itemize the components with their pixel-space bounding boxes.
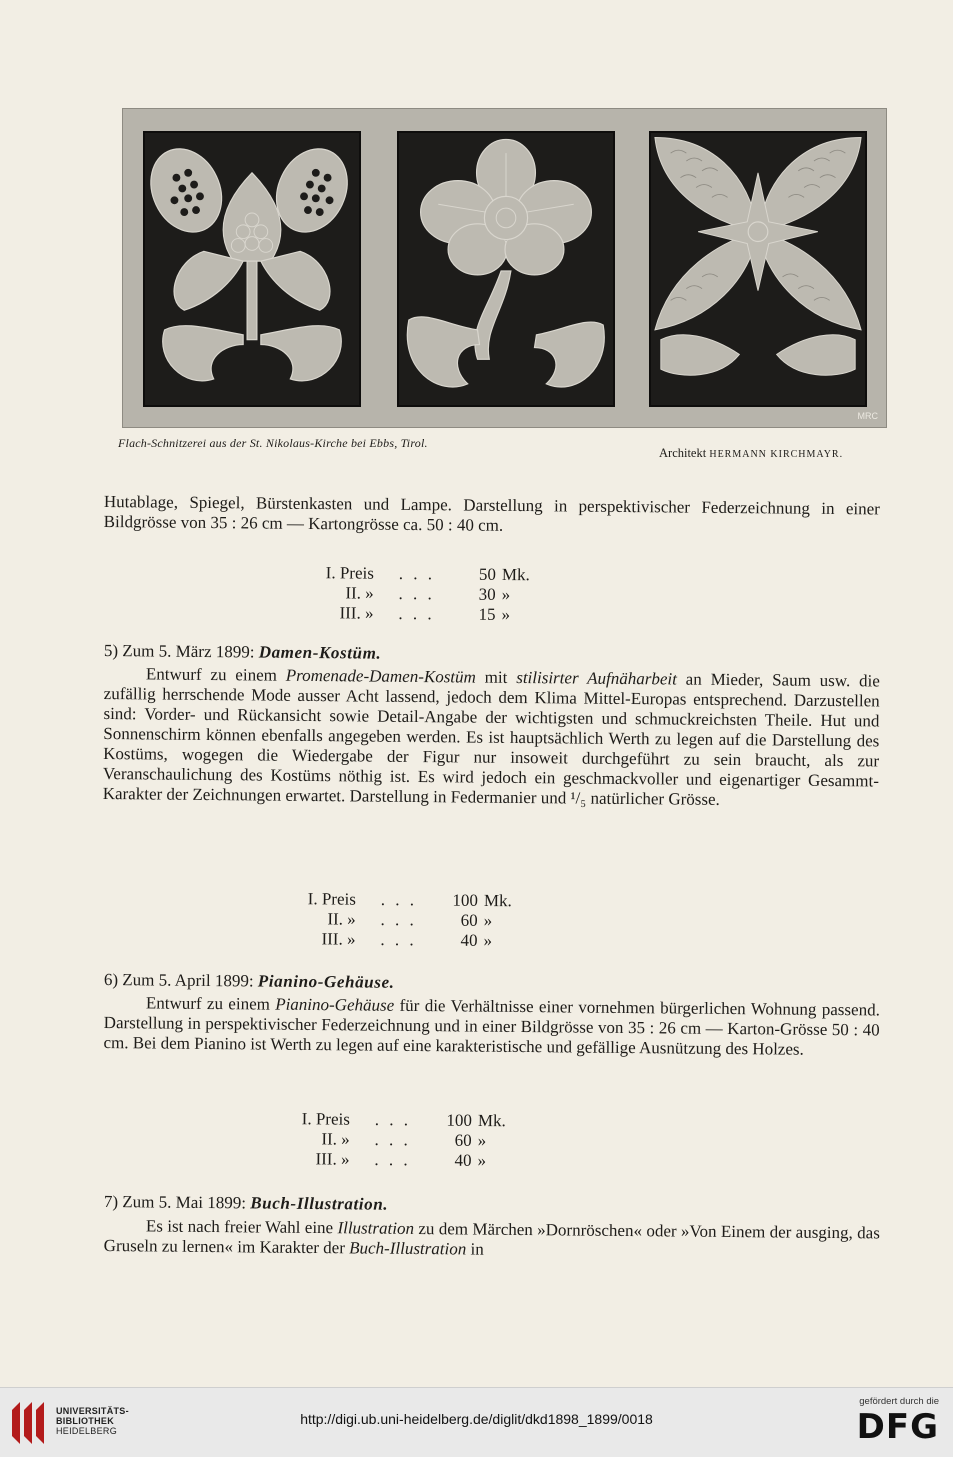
prize-dots: . . .: [398, 583, 435, 604]
prize-row: [276, 1109, 512, 1131]
section7-heading-title: Buch-Illustration.: [250, 1193, 389, 1214]
prize-unit: »: [477, 1150, 487, 1171]
section7-paragraph: [104, 1216, 880, 1263]
footer-bar: [0, 1387, 953, 1457]
prize-row: [299, 603, 535, 625]
prize-amount: 30: [478, 584, 496, 604]
section6-heading: [104, 970, 395, 993]
blossom-carving-illustration: [399, 133, 613, 405]
plate-credit-prefix: Architekt: [659, 446, 707, 460]
prize-amount: 40: [454, 1150, 472, 1170]
text-run: zu dem Märchen »Dornröschen« oder »Von Einem der ausging, das Gruseln zu lernen« im Karakter der: [103, 1218, 880, 1258]
text-run: Es ist nach freier Wahl eine: [145, 1216, 338, 1238]
prize-row: [300, 563, 536, 585]
woodcarving-plate: [122, 108, 887, 428]
prize-row: [282, 889, 518, 911]
prize-amount: 100: [452, 890, 478, 910]
prize-unit: »: [483, 910, 493, 931]
section6-heading-title: Pianino-Gehäuse.: [257, 971, 395, 992]
text-run: an Mieder, Saum usw. die zufällig herrschende Mode ausser Acht lassend, jedoch dem Klima Mittel-Europas entsprechend. Darzustellen sind: Vorder- und Rückansicht sowie Detail-Angabe der wichtigsten und schmuckreichsten Theile. Hut und Sonnenschirm können ebenfalls angegeben werden. Es ist hauptsächlich Werth zu legen auf die Darstellung des Kostüms, wogegen die Wiedergabe der Figur nur insoweit durchgeführt zu sein braucht, als zur Veranschaulichung des Kostüms nöthig ist. Es wird jedoch ein geschmackvoller und eigenartiger Gesammt-Karakter der Zeichnungen erwartet. Darstellung in Federmanier und ¹/₅ natürlicher Grösse.: [102, 669, 880, 809]
section5-heading: [104, 641, 382, 664]
prize-unit: Mk.: [483, 890, 512, 911]
text-run: Entwurf zu einem: [145, 664, 286, 685]
prize-label: III. »: [321, 929, 356, 949]
prize-dots: . . .: [380, 909, 417, 930]
emphasis: Buch-Illustration: [349, 1238, 467, 1259]
plate-caption: Flach-Schnitzerei aus der St. Nikolaus-Kirche bei Ebbs, Tirol.: [118, 436, 428, 450]
prize-dots: . . .: [374, 1149, 411, 1170]
section5-heading-date: 5) Zum 5. März 1899:: [103, 641, 259, 662]
prize-row: [282, 909, 518, 931]
dfg-logo: DFG: [856, 1407, 939, 1447]
prize-amount: 50: [478, 564, 496, 584]
emphasis: Pianino-Gehäuse: [275, 994, 395, 1015]
plate-credit-name: HERMANN KIRCHMAYR.: [709, 449, 844, 460]
emphasis: Promenade-Damen-Kostüm: [285, 665, 476, 687]
prize-dots: . . .: [374, 1129, 411, 1150]
section5-prize-table: [281, 889, 518, 951]
section5-heading-title: Damen-Kostüm.: [258, 642, 382, 663]
section7-heading: [104, 1192, 388, 1215]
section6-paragraph: [103, 993, 880, 1060]
section7-heading-date: 7) Zum 5. Mai 1899:: [103, 1192, 251, 1213]
prize-unit: »: [501, 584, 511, 605]
prize-dots: . . .: [374, 1109, 412, 1130]
prize-label: II. »: [321, 1129, 350, 1149]
star-flower-carving-illustration: [651, 133, 865, 405]
dfg-funding-notice: [847, 1396, 939, 1445]
carving-panel-blossom: [397, 131, 615, 407]
plate-credit: [659, 446, 843, 461]
text-run: Entwurf zu einem: [145, 993, 276, 1014]
carving-panel-flower: [143, 131, 361, 407]
prize-unit: »: [477, 1130, 487, 1151]
prize-dots: . . .: [380, 889, 418, 910]
emphasis: stilisirter Aufnäharbeit: [516, 667, 677, 689]
uni-name-line: HEIDELBERG: [56, 1426, 118, 1436]
permalink-url[interactable]: http://digi.ub.uni-heidelberg.de/diglit/dkd1898_1899/0018: [300, 1411, 653, 1427]
section4-prize-table: [299, 563, 536, 625]
prize-amount: 40: [460, 930, 478, 950]
prize-unit: Mk.: [477, 1110, 506, 1131]
prize-label: III. »: [339, 603, 374, 623]
text-run: für die Verhältnisse einer vornehmen bürgerlichen Wohnung passend. Darstellung in perspektivischer Federzeichnung und in einer Bildgrösse von 35 : 26 cm — Karton-Grösse 50 : 40 cm. Bei dem Pianino ist Werth zu legen auf eine karakteristische und gefällige Ausnützung des Holzes.: [103, 995, 880, 1059]
prize-dots: . . .: [398, 563, 436, 584]
carving-panel-star-flower: [649, 131, 867, 407]
prize-row: [281, 929, 517, 951]
prize-label: I. Preis: [307, 889, 356, 909]
uni-name-line: UNIVERSITÄTS-: [56, 1406, 129, 1416]
prize-label: I. Preis: [301, 1109, 350, 1129]
prize-label: III. »: [315, 1149, 350, 1169]
prize-unit: »: [501, 604, 511, 625]
prize-dots: . . .: [380, 929, 417, 950]
prize-row: [300, 583, 536, 605]
prize-amount: 15: [478, 604, 496, 624]
prize-label: I. Preis: [325, 563, 374, 583]
emphasis: Illustration: [337, 1218, 415, 1238]
text-run: mit: [475, 667, 517, 687]
prize-label: II. »: [327, 909, 356, 929]
prize-amount: 60: [460, 910, 478, 930]
uni-name-line: BIBLIOTHEK: [56, 1416, 114, 1426]
prize-row: [276, 1129, 512, 1151]
prize-dots: . . .: [398, 603, 435, 624]
section4-paragraph: Hutablage, Spiegel, Bürstenkasten und Lampe. Darstellung in perspektivischer Federzeichnung in einer Bildgrösse von 35 : 26 cm — Kartongrösse ca. 50 : 40 cm.: [103, 492, 880, 535]
prize-unit: »: [483, 930, 493, 951]
prize-row: [275, 1149, 511, 1171]
prize-label: II. »: [345, 583, 374, 603]
dfg-subtitle: gefördert durch die: [859, 1396, 939, 1407]
section6-prize-table: [275, 1109, 512, 1171]
section5-paragraph: [103, 664, 880, 811]
flower-carving-illustration: [145, 133, 359, 405]
prize-unit: Mk.: [501, 564, 530, 585]
prize-amount: 60: [454, 1130, 472, 1150]
text-run: in: [466, 1239, 484, 1259]
section6-heading-date: 6) Zum 5. April 1899:: [103, 970, 258, 991]
prize-amount: 100: [446, 1110, 472, 1130]
plate-monogram: MRC: [857, 411, 878, 421]
